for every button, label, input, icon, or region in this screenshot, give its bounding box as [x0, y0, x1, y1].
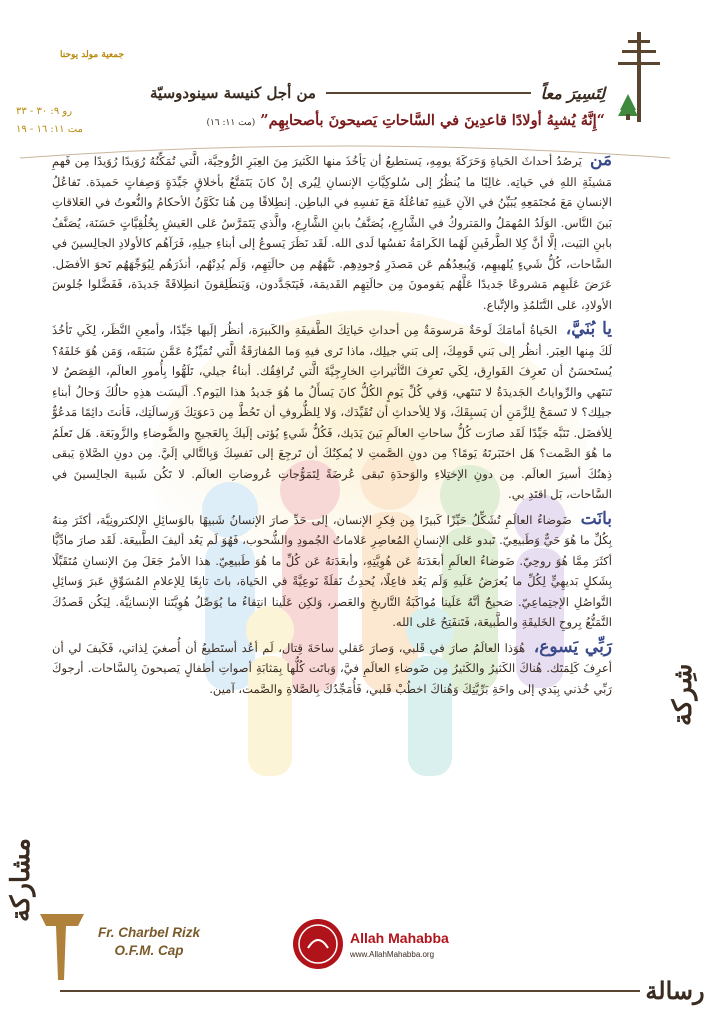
allah-mahabba-logo [292, 918, 344, 970]
church-name: جمعية مولد يوحنا [60, 50, 125, 60]
verse-heading [120, 112, 605, 138]
allah-mahabba-title: Allah Mahabba [350, 930, 449, 946]
bible-reference-1: رو ٩: ٣٠ - ٣٣ [16, 106, 73, 117]
paragraph-1 [52, 150, 612, 315]
title-divider [326, 92, 531, 94]
paragraph-2-text: الحَياةُ أمامَكَ لَوحَةٌ مَرسومَةٌ مِن أحداثِ حَياتِكَ الطَّفيفَةِ والكَبيرَة، أنظُر إلَيها جَيِّدًا، وأمعِنِ النَّظَر، لِكَي تَأخُذَ لَكَ مِنها العِبَر. أنظُر إلى بَني قَومِكَ، إلى بَني جيلِك، ماذا تَرى فيهِ وَما المُفارَقَةُ الَّتي تُمَيِّزُهُ عَمَّن سَبَقَه، وَمَن هُوَ خَلفَهُ؟ يُستَحسَنُ أن تَعرِفَ الفَوارِق، لِكَي تَعرِفَ التَّأثيراتِ الخارِجِيَّةَ الَّتي تُرافِقُك. أبناءُ جيلي، تَلَهُّوا بِأُمورِ العالَم، القِصَصُ لا تَنتَهي والرِّواياتُ الجَديدَةُ لا تَنتَهي، وَفي كُلِّ يَومٍ الكُلُّ كانَ يَسأَلُ ما هُوَ جَديدُ هذا اليَوم؟. ألَيسَت هذِهِ حالُكَ وَحالُ أبناءِ جيلِك؟ لا تَسمَحْ لِلزَّمَنِ أن يَسبِقَكَ، وَلا لِلأحداثِ أن تُقَيِّدَك، وَلا لِلظُّروفِ أن تَحُطَّ مِن دَعوَتِكَ وَرِسالَتِك، فَأنتَ دائِمًا مَدعُوٌّ لِلأفضَل. تَنَبَّه جَيِّدًا لَقَد صارَت كُلُّ ساحاتِ العالَمِ بَينَ يَدَيك، فَكُلُّ شَيءٍ يُؤتى إلَيكَ بِالعَجيجِ والضَّوضاءِ والزَّوبَعَة. هَل تَعلَمُ ما هُوَ الصَّمت؟ هَل اختَبَرتَهُ يَومًا؟ مِن دونِ الصَّمتِ لا يُمكِنُكَ أن تَرجِعَ إلى نَفسِكَ وَبِالتَّالي إلَيَّ. مِن دونِ الصَّلاةِ يَبقى ذِهنُكَ أسيرَ العالَم. مِن دونِ الإختِلاءِ والوَحدَةِ تَبقى عُرضَةً لِتَمَوُّجاتِ عُروضاتِ العالَم. لا تَكُن شَبيهَ الجالِسينَ في السَّاحات، بَل اقتَدِ بي. [52, 323, 612, 501]
paragraph-4-lead: رَبِّي يَسوع، [533, 636, 613, 657]
for-church-title: من أجل كنيسة سينودوسيّة [150, 84, 316, 102]
paragraph-2 [52, 319, 612, 505]
paragraph-3-text: ضَوضاءُ العالَمِ تُشَكِّلُ حَيِّزًا كَبيرًا مِن فِكرِ الإنسان، إلى حَدِّ صارَ الإنسانُ شَبيهًا بالوَسائِلِ الإلكترونِيَّة، أكثَرَ مِنهُ بِكُلِّ ما هُوَ حَيٌّ وَطَبيعِيّ. تَبدو عَلى الإنسانِ المُعاصِرِ عَلاماتُ الجُمودِ والشُّحوب، فَهُوَ لَم يَعُد أليفَ الطَّبيعَة. لَقَد صارَ مادِّيًّا أكثَرَ مِمَّا هُوَ روحِيّ. ضَوضاءُ العالَمِ أبعَدَتهُ عَن هُوِيَّتِهِ، وأبعَدَتهُ عَن كُلِّ ما هُوَ طَبيعِيّ. هذا الأمرُ جَعَلَ مِنَ الإنسانِ مُتَقَبِّلًا بِشَكلٍ بَديهِيٍّ لِكُلِّ ما يُعرَضُ عَلَيهِ وَلَم يَعُد فاعِلًا، يُحدِثُ نَقلَةً نَوعِيَّةً في الحَياة، باتَ تابِعًا لِلإعلامِ المُسَوِّقِ عَبرَ وَسائِلِ التَّواصُلِ الإجتِماعِيّ. صَحيحٌ أنَّهُ عَلَينا مُواكَبَةُ التَّاريخِ والعَصر، وَلكِن عَلَينا انتِقاءُ ما يُوَصِّلُ هُوِيَّتَنا الإنسانِيَّة. لِيَكُن قَصدُكَ التَّمَتُّعُ بِروحِ الخَليقَةِ والطَّبيعَة، فَتَنفَتِحُ عَلى الله. [52, 512, 612, 629]
cross-cedar-logo [610, 32, 670, 122]
paragraph-2-lead: يا بُنَيَّ، [565, 319, 612, 339]
allah-mahabba-url[interactable]: www.AllahMahabba.org [350, 950, 435, 959]
walk-together-title: لِتَسِيرَ معاً [540, 83, 605, 103]
paragraph-1-lead: مَن [589, 150, 613, 170]
footer-divider [60, 990, 640, 992]
side-label-communion: شِركة [668, 663, 698, 727]
paragraph-3-lead: بانَت [580, 508, 613, 529]
paragraph-4-text: هُوَذا العالَمُ صارَ في قَلبي، وَصارَ عَقلي ساحَةَ قِتال، لَم أعُد أستَطيعُ أن أُصغيَ لِذاتي، فَكَيفَ لي أن أعرِفَ كَلِمَتَك. هُناكَ الكَثيرُ والكَثيرُ مِن ضَوضاءِ العالَمِ فيَّ، وَباتَت كُلُّها بِمَثابَةِ أصواتِ أطفالٍ يَصيحونَ بِالسَّاحات. أرجوكَ رَبِّي خُذني بِيَدي إلى واحَةِ بَرِّيَّتِكَ وَهُناكَ اخطُبْ قَلبي، فَأُمَجِّدُكَ بِالصَّلاةِ والصَّمت، آمين. [52, 640, 612, 696]
bible-references [16, 103, 136, 139]
paragraph-4 [52, 637, 612, 700]
author-name-line-2: O.F.M. Cap [114, 943, 184, 958]
paragraph-1-text: يَرصُدُ أحداثَ الحَياةِ وَحَرَكَةَ يومِهِ، يَستطيعُ أن يَأخُذَ منها الكَثيرَ مِنَ العِبَرِ الرُّوحِيَّة، الَّتي تُمَكِّنُهُ رُوَيدًا رُوَيدًا مِن فَهمِ مَشيئَةِ اللهِ في حَياتِه. غالِبًا ما يُنظُرُ إلى سُلوكِيَّاتِ الإنسانِ لِيُرى إنْ كانَ يَتَمَتَّعُ بأخلاقٍ جَيِّدَةٍ وَصِفاتٍ حَميدَة. تَفاعُلُ الإنسانِ مَعَ مُجتَمَعِهِ يُبَيِّنُ في الآنِ عَينِهِ تَفاعُلَهُ مَعَ نَفسِهِ في الباطِن. إنطِلاقًا مِن هُنا تَكَوَّنُ الأحكامُ والنُّعوتُ في العَلاقاتِ بَينَ النَّاس. الوَلَدُ المُهمَلُ والمَتروكُ في الشَّارِعِ، يُصَنَّفُ بابنِ الشَّارِعِ، والَّذي يَتَمَرَّسُ عَلى العَيشِ بِخُلُقِيَّاتٍ حَسَنَة، يُصَنَّفُ بابنِ البَيت، إلَّا أنَّ كِلا الطَّرفَينِ لَهُما الكَرامَةُ نَفسُها لَدى الله. لَقَد نَظَرَ يَسوعُ إلى أبناءِ جيلِهِ، فَرَآهُم كالأولادِ الجالِسينَ في السَّاحات، كُلُّ شَيءٍ يُلهيهِم، وَيُبعِدُهُم عَن مَصدَرِ وُجودِهِم. نَبَّهَهُم مِن حالَتِهِم، وَلَم يُدِنْهُم، أنذَرَهُم لِيُوَجِّهَهُم نَحوَ الأفضَل. عَرَضَ عَلَيهِم مَشروعًا جَديدًا عَلَّهُم يَقومونَ مِن حالَتِهِم القَديمَة، فَيَتَجَدَّدون، وَيَنطَلِقونَ انطِلاقَةً جَديدَة، فَفَضَّلوا جُلوسَ الأولادِ، عَلى التَّتَلمُذِ والإتِّباع. [52, 154, 612, 312]
tau-cross-logo [38, 908, 86, 984]
paragraph-3 [52, 509, 612, 633]
side-label-mission: رسالة [645, 976, 705, 1005]
author-name-line-1: Fr. Charbel Rizk [97, 925, 201, 940]
title-line [150, 78, 605, 108]
side-label-participation: مشاركة [6, 838, 36, 922]
verse-text: “إِنَّهُ يُشبِهُ أولادًا قاعدِينَ في السَّاحاتِ يَصيحونَ بأصحابِهِم” [260, 112, 605, 129]
author-name [84, 924, 214, 960]
bible-reference-2: مت ١١: ١٦ - ١٩ [16, 124, 83, 135]
main-content [52, 150, 612, 920]
verse-reference: (مت ١١: ١٦) [206, 118, 256, 128]
